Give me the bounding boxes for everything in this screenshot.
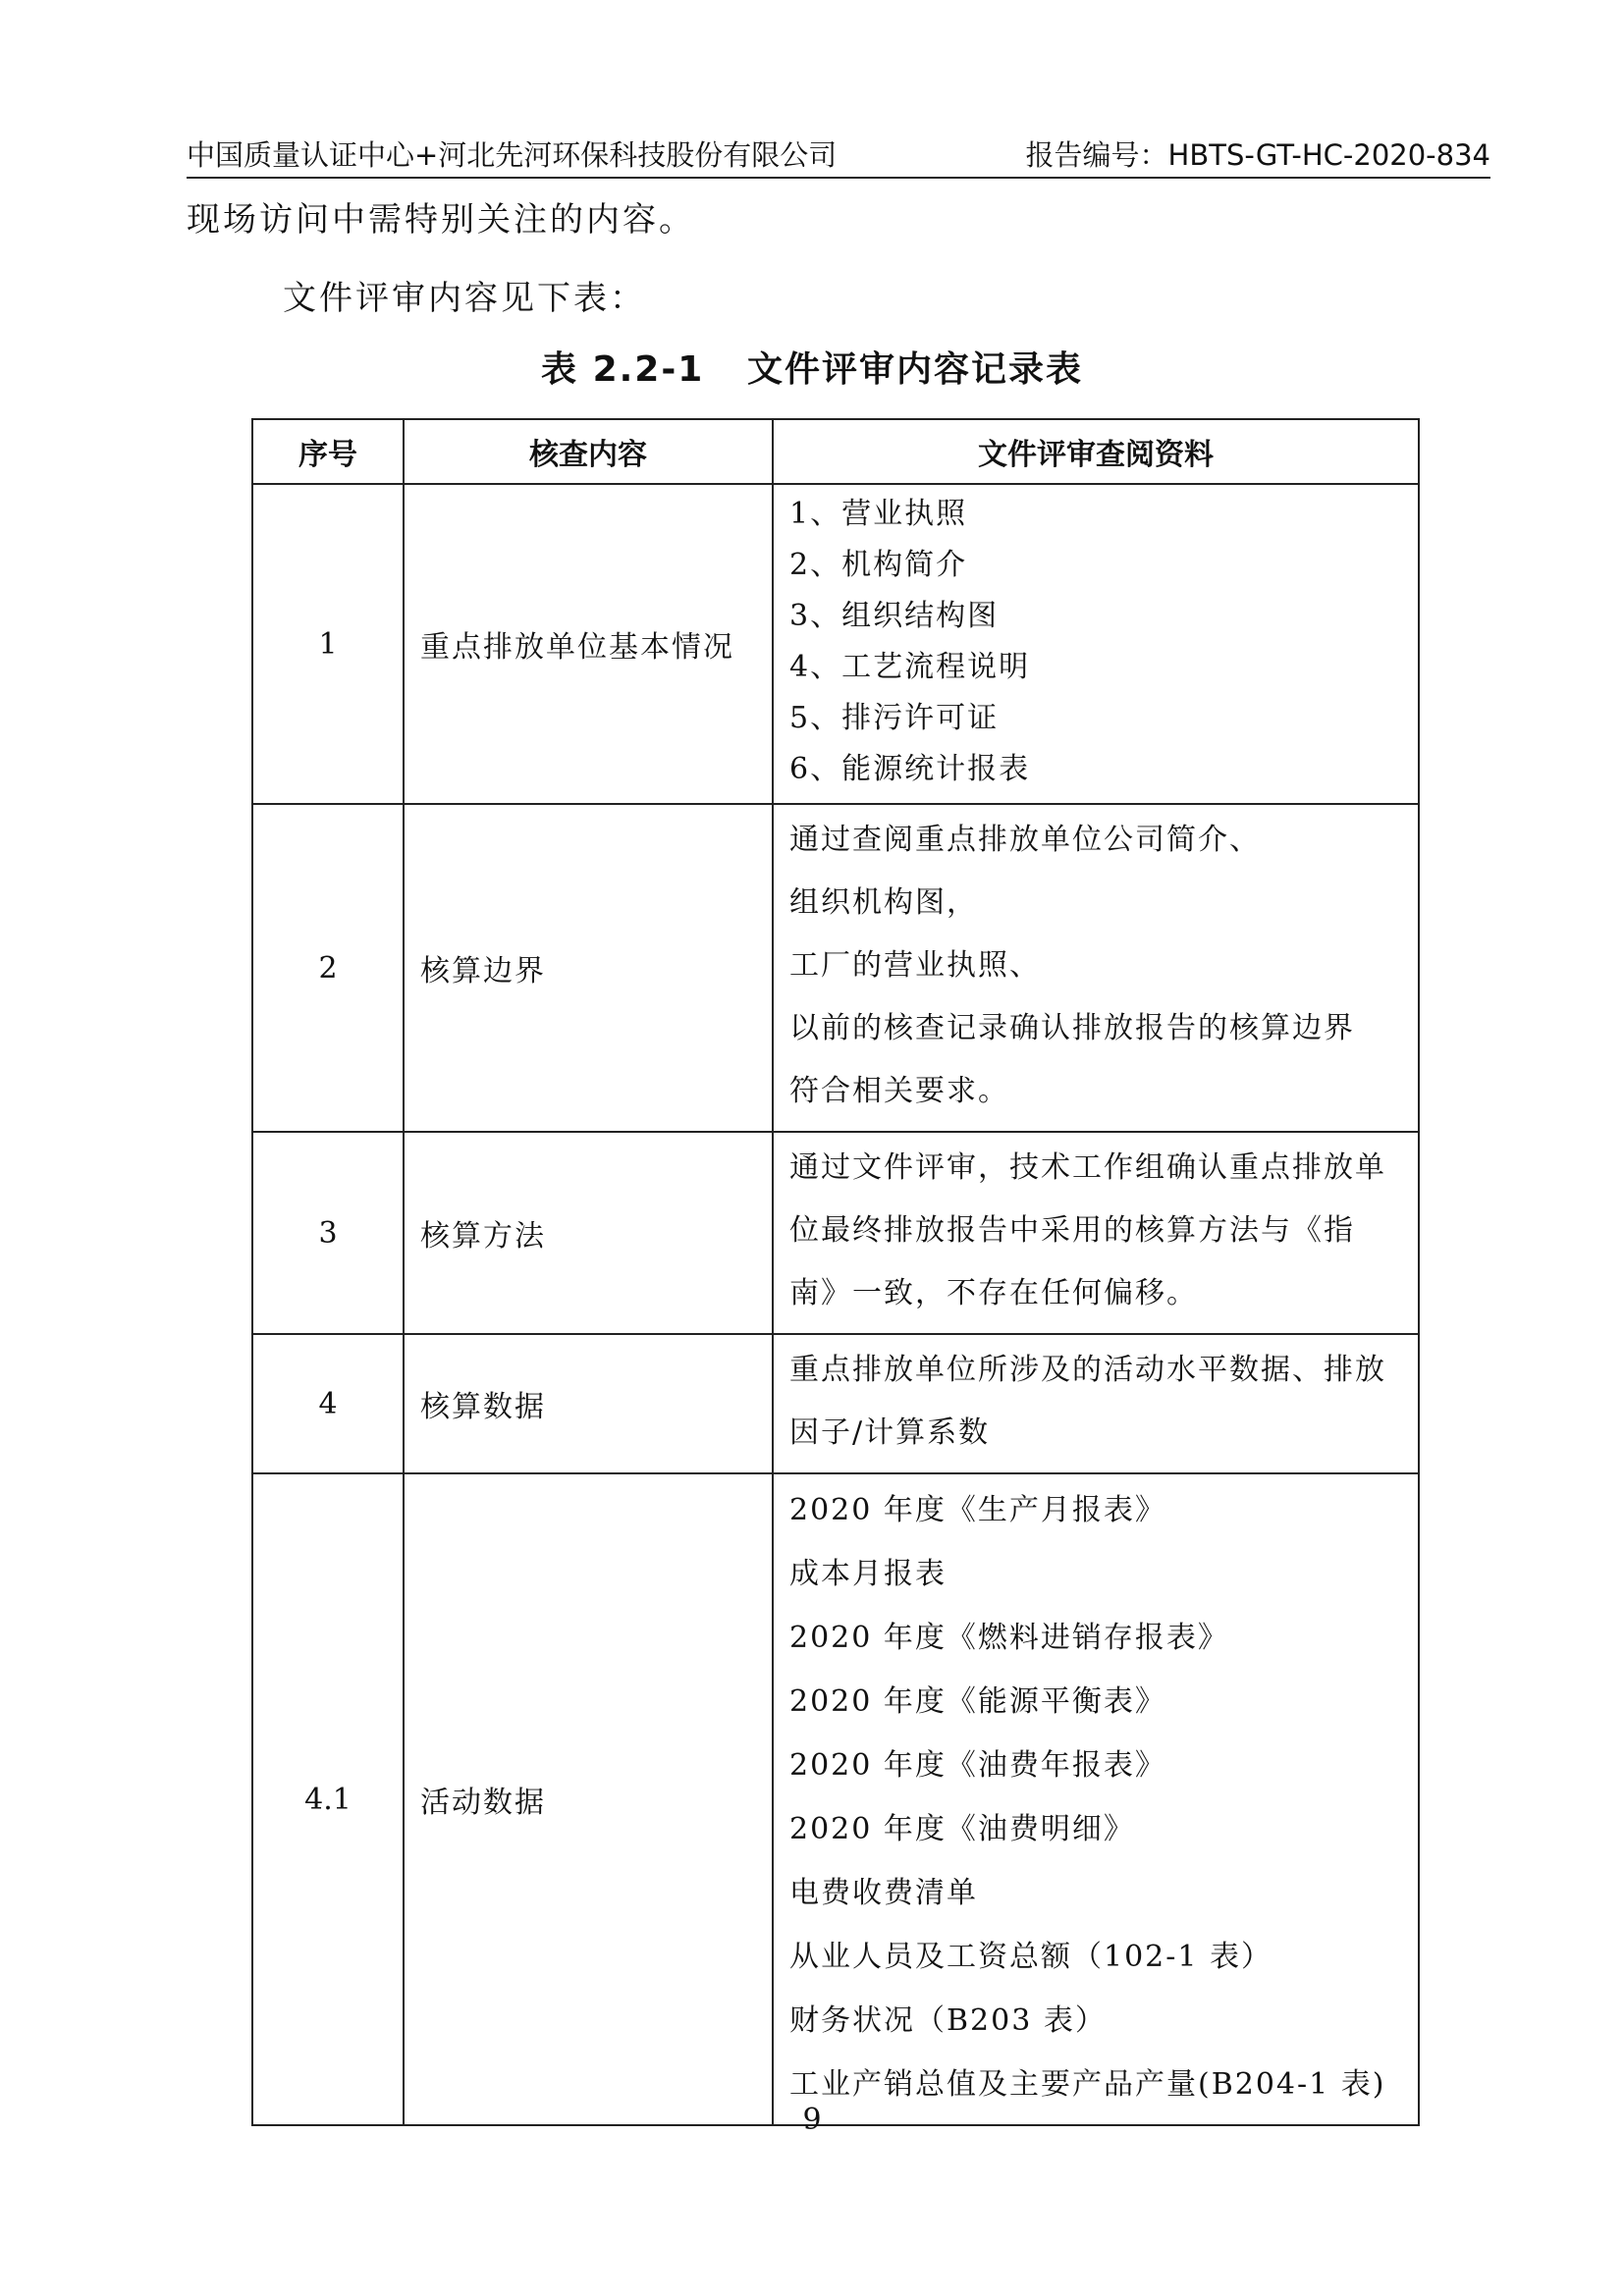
doc-line: 5、排污许可证 <box>789 701 1000 735</box>
row-seq: 4.1 <box>252 1473 404 2125</box>
table-header-row <box>252 419 1419 484</box>
table-row <box>252 1132 1419 1334</box>
paragraph-1: 现场访问中需特别关注的内容。 <box>187 200 695 240</box>
doc-line: 因子/计算系数 <box>789 1415 991 1450</box>
row-item: 重点排放单位基本情况 <box>404 484 773 804</box>
doc-line: 2、机构简介 <box>789 548 968 582</box>
doc-line: 成本月报表 <box>789 1557 947 1591</box>
doc-line: 从业人员及工资总额（102-1 表） <box>789 1940 1273 1974</box>
doc-line: 4、工艺流程说明 <box>789 650 1031 684</box>
header-organization: 中国质量认证中心+河北先河环保科技股份有限公司 <box>187 138 838 172</box>
doc-line: 电费收费清单 <box>789 1876 978 1910</box>
table-row <box>252 1473 1419 2125</box>
doc-line: 2020 年度《能源平衡表》 <box>789 1684 1166 1719</box>
header-item: 核查内容 <box>404 419 773 484</box>
row-item: 活动数据 <box>404 1473 773 2125</box>
page-header <box>187 126 1490 179</box>
doc-line: 以前的核查记录确认排放报告的核算边界 <box>789 1011 1355 1045</box>
row-docs <box>773 804 1419 1132</box>
doc-line: 3、组织结构图 <box>789 599 1000 633</box>
doc-line: 2020 年度《油费年报表》 <box>789 1748 1166 1783</box>
row-seq: 1 <box>252 484 404 804</box>
row-item: 核算数据 <box>404 1334 773 1473</box>
doc-line: 2020 年度《生产月报表》 <box>789 1493 1166 1527</box>
table-row <box>252 484 1419 804</box>
table-caption: 表 2.2-1 文件评审内容记录表 <box>541 349 1083 390</box>
doc-line: 工业产销总值及主要产品产量(B204-1 表) <box>789 2067 1386 2102</box>
document-review-table <box>251 418 1420 2126</box>
header-report-number: 报告编号：HBTS-GT-HC-2020-834 <box>1025 138 1490 172</box>
table-row <box>252 804 1419 1132</box>
page-number: 9 <box>802 2103 822 2137</box>
paragraph-2: 文件评审内容见下表： <box>283 279 646 318</box>
row-seq: 3 <box>252 1132 404 1334</box>
row-docs <box>773 484 1419 804</box>
doc-line: 通过查阅重点排放单位公司简介、 <box>789 823 1261 857</box>
row-seq: 2 <box>252 804 404 1132</box>
row-docs <box>773 1334 1419 1473</box>
doc-line: 2020 年度《油费明细》 <box>789 1812 1135 1846</box>
row-seq: 4 <box>252 1334 404 1473</box>
row-item: 核算边界 <box>404 804 773 1132</box>
doc-line: 通过文件评审，技术工作组确认重点排放单 <box>789 1150 1386 1185</box>
doc-line: 2020 年度《燃料进销存报表》 <box>789 1621 1229 1655</box>
row-docs <box>773 1132 1419 1334</box>
doc-line: 重点排放单位所涉及的活动水平数据、排放 <box>789 1353 1386 1387</box>
header-docs: 文件评审查阅资料 <box>773 419 1419 484</box>
doc-line: 财务状况（B203 表） <box>789 2003 1107 2038</box>
doc-line: 符合相关要求。 <box>789 1074 1009 1108</box>
doc-line: 位最终排放报告中采用的核算方法与《指 <box>789 1213 1355 1248</box>
doc-line: 工厂的营业执照、 <box>789 948 1041 983</box>
doc-line: 组织机构图， <box>789 885 978 920</box>
doc-line: 1、营业执照 <box>789 497 968 531</box>
header-seq: 序号 <box>252 419 404 484</box>
row-docs <box>773 1473 1419 2125</box>
row-item: 核算方法 <box>404 1132 773 1334</box>
table-row <box>252 1334 1419 1473</box>
doc-line: 6、能源统计报表 <box>789 752 1031 786</box>
doc-line: 南》一致，不存在任何偏移。 <box>789 1276 1198 1310</box>
